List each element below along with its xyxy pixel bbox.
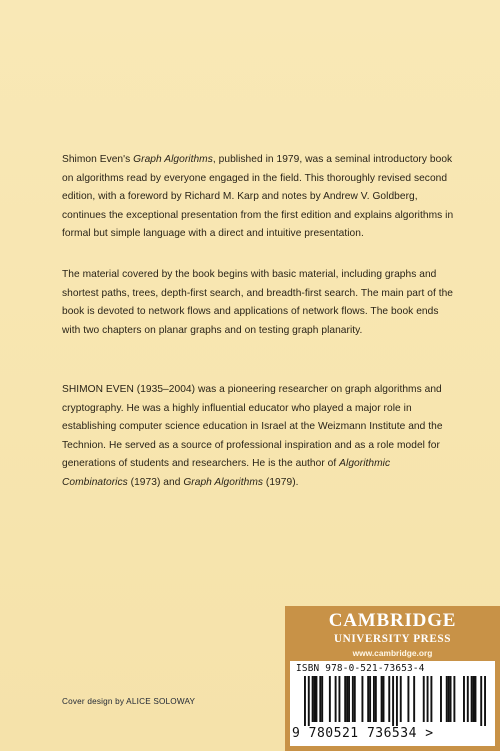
barcode-bar bbox=[346, 676, 348, 722]
barcode-bar bbox=[413, 676, 415, 722]
bio-text-2: (1973) and bbox=[127, 476, 184, 488]
barcode-bar bbox=[392, 676, 394, 726]
barcode-icon bbox=[296, 676, 488, 726]
publisher-name-line2: UNIVERSITY PRESS bbox=[333, 633, 452, 645]
barcode-bar bbox=[475, 676, 477, 722]
barcode-bar bbox=[430, 676, 432, 722]
barcode-bar bbox=[369, 676, 371, 722]
barcode-bar bbox=[463, 676, 465, 722]
barcode-bar bbox=[315, 676, 317, 722]
barcode-bar bbox=[448, 676, 450, 722]
publisher-name-line1: CAMBRIDGE bbox=[328, 610, 457, 631]
barcode-bar bbox=[396, 676, 398, 726]
barcode-bar bbox=[383, 676, 385, 722]
barcode-bar bbox=[361, 676, 363, 722]
description-paragraph-1 bbox=[62, 151, 457, 244]
barcode-bar bbox=[484, 676, 486, 726]
barcode-bar bbox=[348, 676, 350, 722]
barcode-bar bbox=[480, 676, 482, 726]
barcode-bar bbox=[446, 676, 448, 722]
description-text: , published in 1979, was a seminal introductory book on algorithms read by everyone engaged in the field. This thoroughly revised second edition, with a foreword by Richard M. Karp and notes by Andrew V. Goldberg, continues the exceptional presentation from the first edition and explains algorithms in formal but simple language with a direct and intuitive presentation. bbox=[62, 154, 454, 239]
description-paragraph-2: The material covered by the book begins with basic material, including graphs and shortest paths, trees, depth-first search, and breadth-first search. The main part of the book is devoted to network flows and applications of network flows. The book ends with two chapters on planar graphs and on testing graph planarity. bbox=[62, 269, 454, 336]
publisher-url: www.cambridge.org bbox=[352, 648, 433, 658]
barcode-bar bbox=[427, 676, 429, 722]
author-name-text: Shimon Even's bbox=[62, 154, 134, 165]
barcode-bar bbox=[400, 676, 402, 722]
barcode-digits: 9 780521 736534 > bbox=[292, 726, 434, 741]
barcode-bar bbox=[388, 676, 390, 722]
barcode-bar bbox=[450, 676, 452, 722]
bio-text-3: (1979). bbox=[263, 476, 299, 488]
barcode-panel bbox=[290, 661, 495, 746]
barcode-bar bbox=[338, 676, 340, 722]
barcode-bar bbox=[335, 676, 337, 722]
barcode-bar bbox=[352, 676, 354, 722]
barcode-bar bbox=[373, 676, 375, 722]
author-bio-paragraph bbox=[62, 381, 457, 492]
barcode-bar bbox=[381, 676, 383, 722]
barcode-bar bbox=[453, 676, 455, 722]
barcode-bar bbox=[308, 676, 310, 726]
barcode-bar bbox=[467, 676, 469, 722]
bio-book-title-1: Algorithmic Combinatorics bbox=[62, 458, 391, 488]
bio-book-title-2: Graph Algorithms bbox=[183, 476, 264, 488]
barcode-bar bbox=[473, 676, 475, 722]
cover-design-credit: Cover design by ALICE SOLOWAY bbox=[62, 697, 196, 706]
barcode-bar bbox=[440, 676, 442, 722]
barcode-bar bbox=[314, 676, 316, 722]
book-title-text: Graph Algorithms bbox=[133, 154, 213, 165]
barcode-bar bbox=[329, 676, 331, 722]
barcode-bar bbox=[423, 676, 425, 722]
bio-text-1: SHIMON EVEN (1935–2004) was a pioneering researcher on graph algorithms and cryptography. He was a highly influential educator who played a major role in establishing computer science education in Israel at the Weizmann Institute and the Technion. He served as a source of professional inspiration and as a role model for generations of students and researchers. He is the author of bbox=[62, 384, 443, 469]
isbn-label: ISBN 978-0-521-73653-4 bbox=[296, 663, 425, 674]
barcode-bar bbox=[367, 676, 369, 722]
barcode-bar bbox=[375, 676, 377, 722]
barcode-bar bbox=[312, 676, 314, 722]
barcode-bar bbox=[354, 676, 356, 722]
barcode-bar bbox=[319, 676, 321, 722]
barcode-bar bbox=[304, 676, 306, 726]
barcode-bar bbox=[344, 676, 346, 722]
barcode-bar bbox=[321, 676, 323, 722]
barcode-bar bbox=[407, 676, 409, 722]
barcode-bar bbox=[471, 676, 473, 722]
